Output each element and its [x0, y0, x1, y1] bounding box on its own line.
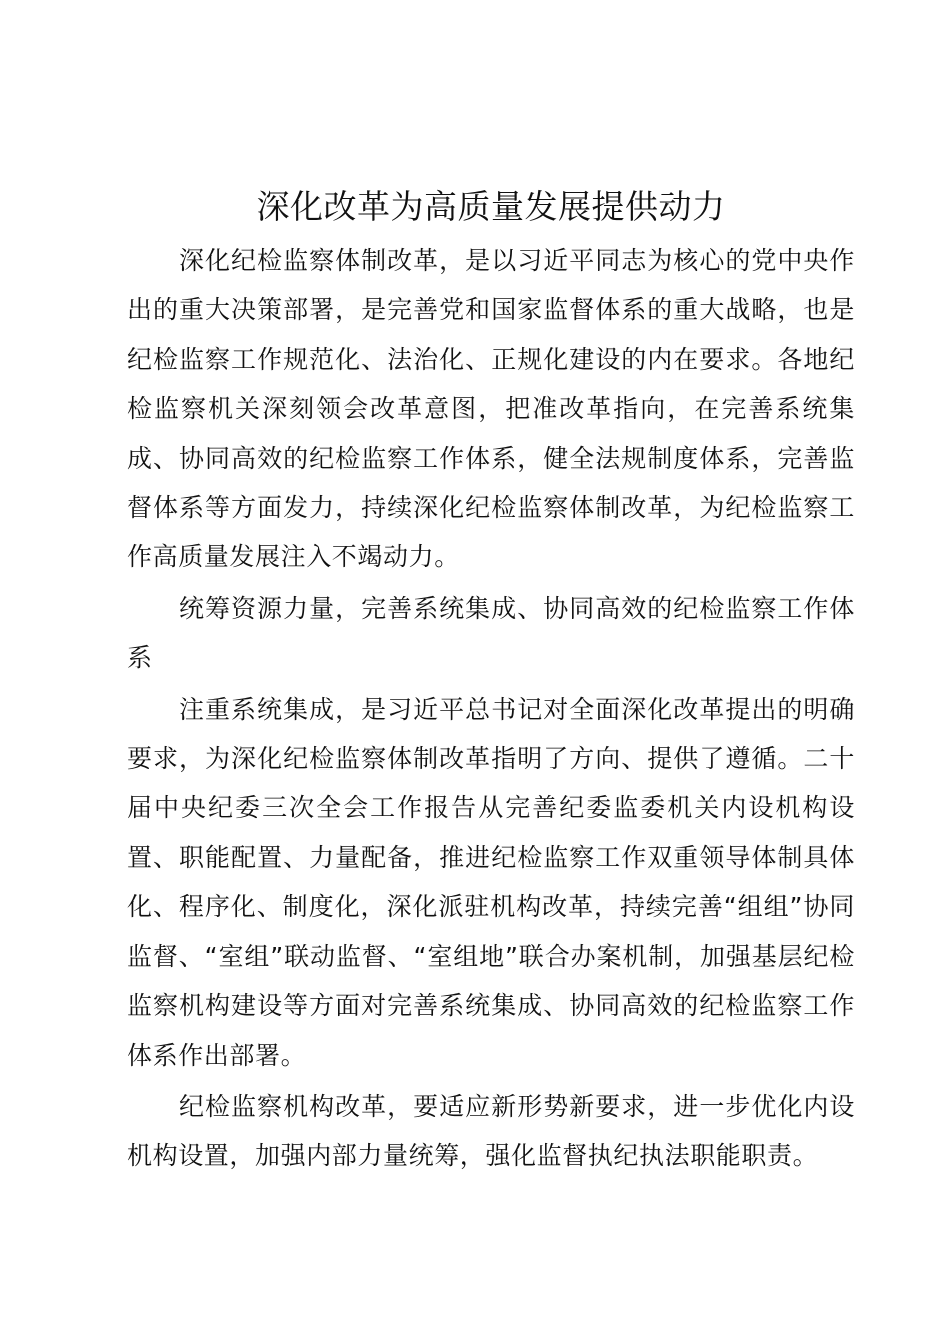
paragraph-institution-reform: 纪检监察机构改革，要适应新形势新要求，进一步优化内设机构设置，加强内部力量统筹，强化监督执纪执法职能职责。 [127, 1091, 855, 1171]
paragraph-section-heading: 统筹资源力量，完善系统集成、协同高效的纪检监察工作体系 [127, 593, 855, 673]
paragraph-system-integration: 注重系统集成，是习近平总书记对全面深化改革提出的明确要求，为深化纪检监察体制改革指明了方向、提供了遵循。二十届中央纪委三次全会工作报告从完善纪委监委机关内设机构设置、职能配置、力量配备，推进纪检监察工作双重领导体制具体化、程序化、制度化，深化派驻机构改革，持续完善“组组”协同监督、“室组”联动监督、“室组地”联合办案机制，加强基层纪检监察机构建设等方面对完善系统集成、协同高效的纪检监察工作体系作出部署。 [127, 694, 855, 1070]
paragraph-intro: 深化纪检监察体制改革，是以习近平同志为核心的党中央作出的重大决策部署，是完善党和国家监督体系的重大战略，也是纪检监察工作规范化、法治化、正规化建设的内在要求。各地纪检监察机关深刻领会改革意图，把准改革指向，在完善系统集成、协同高效的纪检监察工作体系，健全法规制度体系，完善监督体系等方面发力，持续深化纪检监察体制改革，为纪检监察工作高质量发展注入不竭动力。 [127, 246, 855, 572]
document-title: 深化改革为高质量发展提供动力 [256, 187, 726, 226]
document-body [127, 178, 855, 1181]
